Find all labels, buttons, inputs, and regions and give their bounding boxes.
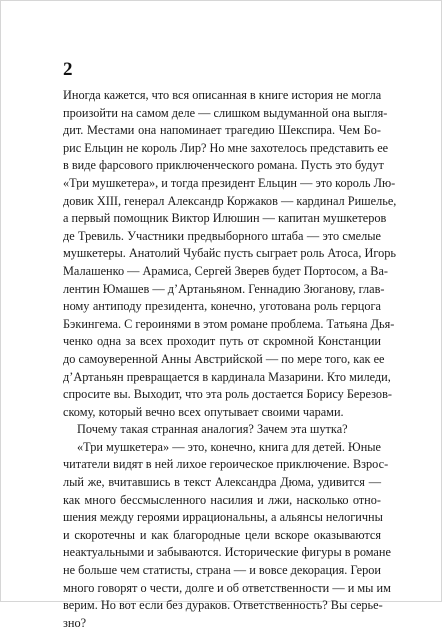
text-line: неактуальными и забываются. Исторические фигуры в романе <box>63 545 391 560</box>
chapter-number: 2 <box>63 59 73 80</box>
text-line: ченко одна за всех проходит путь от скромной Констанции <box>63 334 381 349</box>
text-line: как много бессмысленного насилия и лжи, насколько отно- <box>63 492 381 507</box>
text-line: Бэкингема. С героинями в этом романе проблема. Татьяна Дья- <box>63 316 395 331</box>
text-line: а первый помощник Виктор Илюшин — капитан мушкетеров <box>63 211 387 226</box>
text-line: рис Ельцин не король Лир? Но мне захотелось представить ее <box>63 140 389 155</box>
text-line: спросите вы. Выходит, что эта роль достается Борису Березов- <box>63 387 392 402</box>
text-line: шения между героями иррациональны, а альянсы нелогичны <box>63 510 383 525</box>
text-line: верим. Но вот если без дураков. Ответственность? Вы серье- <box>63 598 383 613</box>
text-line: много говорят о чести, долге и об ответственности — и мы им <box>63 580 391 595</box>
text-line: Малашенко — Арамиса, Сергей Зверев будет Портосом, а Ва- <box>63 263 388 278</box>
text-line: лый же, вчитавшись в текст Александра Дюма, удивится — <box>63 475 381 490</box>
text-line: и скоротечны и как благородные цели вскоре оказываются <box>63 527 381 542</box>
text-line: Почему такая странная аналогия? Зачем эта шутка? <box>77 422 348 437</box>
text-line: де Тревиль. Участники предвыборного штаба — это смелые <box>63 228 381 243</box>
text-line: произойти на самом деле — слишком выдуманной она выгля- <box>63 105 388 120</box>
text-line: в виде фарсового приключенческого романа. Пусть это будут <box>63 158 384 173</box>
text-line: довик XIII, генерал Александр Коржаков — кардинал Ришелье, <box>63 193 397 208</box>
paragraph-3 <box>63 439 391 632</box>
paragraph-1 <box>63 87 397 421</box>
text-line: скому, который вечно всех опутывает своими чарами. <box>63 404 344 419</box>
text-line: «Три мушкетера», и тогда президент Ельцин — это король Лю- <box>63 175 396 190</box>
text-line: ному антиподу президента, конечно, уготована роль герцога <box>63 299 381 314</box>
text-line: не больше чем статисты, страна — и вовсе декорация. Герои <box>63 563 381 578</box>
text-line: зно? <box>63 615 87 630</box>
text-line: читатели видят в ней лихое героическое приключение. Взрос- <box>63 457 389 472</box>
text-line: лентин Юмашев — д’Артаньяном. Геннадию Зюганову, глав- <box>63 281 385 296</box>
text-line: мушкетеры. Анатолий Чубайс пусть сыграет роль Атоса, Игорь <box>63 246 397 261</box>
paragraph-2 <box>63 421 381 439</box>
text-line: «Три мушкетера» — это, конечно, книга для детей. Юные <box>77 439 381 454</box>
text-line: до самоуверенной Анны Австрийской — по мере того, как ее <box>63 351 385 366</box>
page-content <box>63 59 397 632</box>
text-line: Иногда кажется, что вся описанная в книге история не могла <box>63 88 382 102</box>
text-line: д’Артаньян превращается в кардинала Мазарини. Кто миледи, <box>63 369 391 384</box>
text-line: дит. Местами она напоминает трагедию Шекспира. Чем Бо- <box>63 123 381 138</box>
